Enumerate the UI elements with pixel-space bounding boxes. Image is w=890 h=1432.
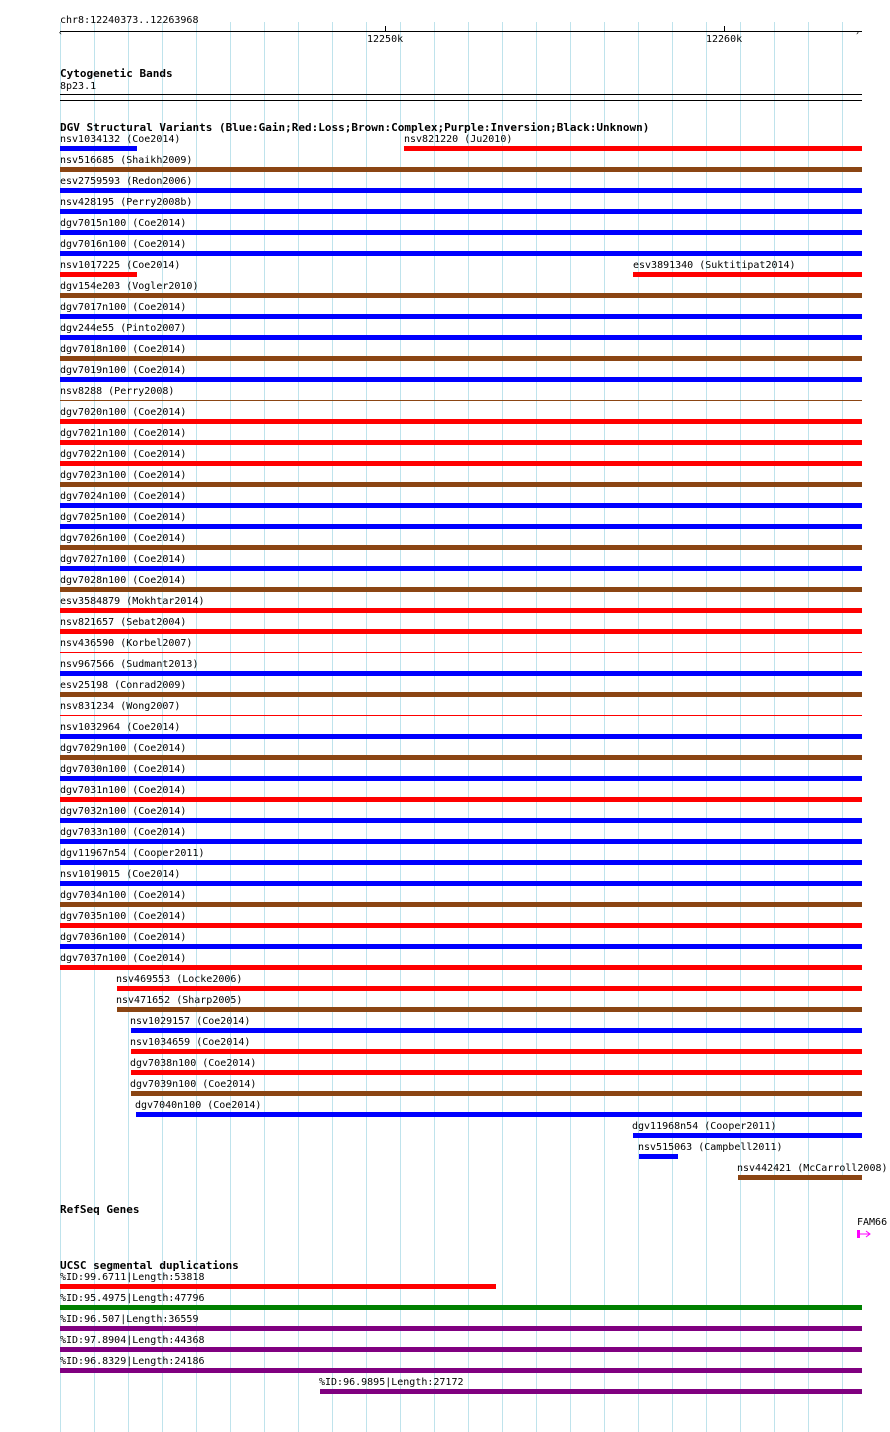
dgv-feature-label[interactable]: dgv244e55 (Pinto2007)	[60, 323, 187, 334]
dgv-feature-label[interactable]: dgv7025n100 (Coe2014)	[60, 512, 187, 523]
dgv-feature-bar[interactable]	[131, 1049, 862, 1054]
dgv-feature-label[interactable]: nsv1017225 (Coe2014)	[60, 260, 181, 271]
dgv-feature-bar[interactable]	[60, 503, 862, 508]
dgv-feature-label[interactable]: dgv7015n100 (Coe2014)	[60, 218, 187, 229]
dgv-feature-label[interactable]: dgv7027n100 (Coe2014)	[60, 554, 187, 565]
dgv-feature-bar[interactable]	[60, 400, 862, 401]
dgv-feature-bar[interactable]	[60, 818, 862, 823]
dgv-feature-label[interactable]: dgv7018n100 (Coe2014)	[60, 344, 187, 355]
dgv-feature-label[interactable]: esv3584879 (Mokhtar2014)	[60, 596, 205, 607]
segdup-feature-bar[interactable]	[60, 1368, 862, 1373]
segdup-feature-label[interactable]: %ID:96.9895|Length:27172	[319, 1377, 464, 1388]
ruler-tick-label: 12260k	[706, 34, 743, 45]
dgv-feature-bar[interactable]	[131, 1028, 862, 1033]
dgv-feature-bar[interactable]	[60, 652, 862, 653]
dgv-feature-bar[interactable]	[60, 692, 862, 697]
gene-arrow-icon[interactable]	[856, 1228, 872, 1240]
dgv-feature-label[interactable]: nsv8288 (Perry2008)	[60, 386, 175, 397]
dgv-feature-bar[interactable]	[60, 839, 862, 844]
dgv-feature-bar[interactable]	[738, 1175, 862, 1180]
dgv-feature-bar[interactable]	[60, 272, 137, 277]
ruler-tick	[724, 26, 725, 31]
dgv-feature-label[interactable]: esv3891340 (Suktitipat2014)	[633, 260, 796, 271]
dgv-feature-label[interactable]: nsv1029157 (Coe2014)	[130, 1016, 251, 1027]
dgv-feature-bar[interactable]	[60, 461, 862, 466]
track-title-segdup[interactable]: UCSC segmental duplications	[60, 1259, 239, 1272]
dgv-feature-label[interactable]: dgv7032n100 (Coe2014)	[60, 806, 187, 817]
dgv-feature-bar[interactable]	[60, 671, 862, 676]
dgv-feature-label[interactable]: nsv428195 (Perry2008b)	[60, 197, 193, 208]
dgv-feature-bar[interactable]	[60, 356, 862, 361]
dgv-feature-label[interactable]: nsv442421 (McCarroll2008)	[737, 1163, 888, 1174]
dgv-feature-label[interactable]: nsv516685 (Shaikh2009)	[60, 155, 193, 166]
dgv-feature-label[interactable]: nsv821220 (Ju2010)	[404, 134, 513, 145]
dgv-feature-label[interactable]: dgv7029n100 (Coe2014)	[60, 743, 187, 754]
dgv-feature-bar[interactable]	[60, 167, 862, 172]
dgv-feature-bar[interactable]	[60, 965, 862, 970]
dgv-feature-label[interactable]: dgv7038n100 (Coe2014)	[130, 1058, 257, 1069]
dgv-feature-bar[interactable]	[60, 230, 862, 235]
dgv-feature-label[interactable]: dgv7040n100 (Coe2014)	[135, 1100, 262, 1111]
dgv-feature-label[interactable]: dgv11967n54 (Cooper2011)	[60, 848, 205, 859]
segdup-feature-label[interactable]: %ID:99.6711|Length:53818	[60, 1272, 205, 1283]
dgv-feature-bar[interactable]	[60, 587, 862, 592]
dgv-feature-bar[interactable]	[136, 1112, 862, 1117]
dgv-feature-label[interactable]: nsv1034132 (Coe2014)	[60, 134, 181, 145]
dgv-feature-label[interactable]: dgv7024n100 (Coe2014)	[60, 491, 187, 502]
dgv-feature-label[interactable]: dgv7031n100 (Coe2014)	[60, 785, 187, 796]
dgv-feature-label[interactable]: nsv515063 (Campbell2011)	[638, 1142, 783, 1153]
dgv-feature-bar[interactable]	[60, 524, 862, 529]
dgv-feature-bar[interactable]	[60, 776, 862, 781]
dgv-feature-bar[interactable]	[60, 545, 862, 550]
dgv-feature-bar[interactable]	[633, 272, 862, 277]
ruler-tick-label: 12250k	[367, 34, 404, 45]
dgv-feature-bar[interactable]	[60, 251, 862, 256]
dgv-feature-bar[interactable]	[60, 902, 862, 907]
dgv-feature-bar[interactable]	[60, 419, 862, 424]
dgv-feature-bar[interactable]	[60, 608, 862, 613]
dgv-feature-label[interactable]: nsv831234 (Wong2007)	[60, 701, 181, 712]
dgv-feature-label[interactable]: nsv821657 (Sebat2004)	[60, 617, 187, 628]
dgv-feature-bar[interactable]	[60, 209, 862, 214]
dgv-feature-label[interactable]: dgv7033n100 (Coe2014)	[60, 827, 187, 838]
dgv-feature-bar[interactable]	[60, 923, 862, 928]
dgv-feature-label[interactable]: dgv7036n100 (Coe2014)	[60, 932, 187, 943]
dgv-feature-label[interactable]: dgv11968n54 (Cooper2011)	[632, 1121, 777, 1132]
cytoband-outline	[60, 100, 862, 101]
dgv-feature-bar[interactable]	[404, 146, 862, 151]
dgv-feature-label[interactable]: dgv7034n100 (Coe2014)	[60, 890, 187, 901]
gene-label[interactable]: FAM66	[857, 1217, 888, 1228]
segdup-feature-label[interactable]: %ID:96.8329|Length:24186	[60, 1356, 205, 1367]
dgv-feature-bar[interactable]	[60, 715, 862, 716]
segdup-feature-bar[interactable]	[60, 1284, 496, 1289]
dgv-feature-label[interactable]: dgv7019n100 (Coe2014)	[60, 365, 187, 376]
dgv-feature-bar[interactable]	[117, 1007, 862, 1012]
dgv-feature-bar[interactable]	[60, 146, 137, 151]
position-label: chr8:12240373..12263968	[60, 15, 199, 26]
dgv-feature-label[interactable]: esv2759593 (Redon2006)	[60, 176, 193, 187]
dgv-feature-label[interactable]: nsv469553 (Locke2006)	[116, 974, 243, 985]
dgv-feature-bar[interactable]	[60, 377, 862, 382]
dgv-feature-label[interactable]: nsv967566 (Sudmant2013)	[60, 659, 199, 670]
track-title-cytobands[interactable]: Cytogenetic Bands	[60, 67, 173, 80]
dgv-feature-label[interactable]: nsv1032964 (Coe2014)	[60, 722, 181, 733]
dgv-feature-bar[interactable]	[60, 188, 862, 193]
track-title-refseq[interactable]: RefSeq Genes	[60, 1203, 140, 1216]
segdup-feature-bar[interactable]	[60, 1305, 862, 1310]
dgv-feature-label[interactable]: nsv471652 (Sharp2005)	[116, 995, 243, 1006]
ruler-axis	[60, 31, 862, 32]
dgv-feature-bar[interactable]	[60, 293, 862, 298]
dgv-feature-bar[interactable]	[60, 734, 862, 739]
cytoband-label: 8p23.1	[60, 81, 97, 92]
dgv-feature-bar[interactable]	[60, 566, 862, 571]
ruler-tick	[385, 26, 386, 31]
ruler-right-arrow: ›	[855, 28, 860, 37]
dgv-feature-label[interactable]: dgv7035n100 (Coe2014)	[60, 911, 187, 922]
dgv-feature-label[interactable]: dgv7021n100 (Coe2014)	[60, 428, 187, 439]
dgv-feature-bar[interactable]	[633, 1133, 862, 1138]
dgv-feature-bar[interactable]	[60, 860, 862, 865]
dgv-feature-label[interactable]: dgv7039n100 (Coe2014)	[130, 1079, 257, 1090]
dgv-feature-label[interactable]: dgv7020n100 (Coe2014)	[60, 407, 187, 418]
dgv-feature-bar[interactable]	[60, 629, 862, 634]
ruler-left-arrow: ‹	[58, 28, 63, 37]
dgv-feature-label[interactable]: nsv436590 (Korbel2007)	[60, 638, 193, 649]
dgv-feature-label[interactable]: nsv1034659 (Coe2014)	[130, 1037, 251, 1048]
dgv-feature-label[interactable]: dgv7017n100 (Coe2014)	[60, 302, 187, 313]
dgv-feature-label[interactable]: dgv7037n100 (Coe2014)	[60, 953, 187, 964]
dgv-feature-bar[interactable]	[60, 755, 862, 760]
dgv-feature-bar[interactable]	[60, 944, 862, 949]
segdup-feature-label[interactable]: %ID:97.8904|Length:44368	[60, 1335, 205, 1346]
dgv-feature-label[interactable]: dgv7028n100 (Coe2014)	[60, 575, 187, 586]
segdup-feature-label[interactable]: %ID:96.507|Length:36559	[60, 1314, 199, 1325]
dgv-feature-label[interactable]: dgv7016n100 (Coe2014)	[60, 239, 187, 250]
dgv-feature-label[interactable]: esv25198 (Conrad2009)	[60, 680, 187, 691]
dgv-feature-bar[interactable]	[131, 1091, 862, 1096]
segdup-feature-bar[interactable]	[60, 1347, 862, 1352]
dgv-feature-bar[interactable]	[131, 1070, 862, 1075]
dgv-feature-label[interactable]: dgv7030n100 (Coe2014)	[60, 764, 187, 775]
segdup-feature-label[interactable]: %ID:95.4975|Length:47796	[60, 1293, 205, 1304]
dgv-feature-label[interactable]: nsv1019015 (Coe2014)	[60, 869, 181, 880]
track-title-dgv[interactable]: DGV Structural Variants (Blue:Gain;Red:Loss;Brown:Complex;Purple:Inversion;Black:Unknown)	[60, 121, 650, 134]
dgv-feature-bar[interactable]	[60, 881, 862, 886]
dgv-feature-bar[interactable]	[117, 986, 862, 991]
dgv-feature-bar[interactable]	[60, 797, 862, 802]
dgv-feature-bar[interactable]	[60, 335, 862, 340]
dgv-feature-bar[interactable]	[60, 440, 862, 445]
dgv-feature-label[interactable]: dgv7022n100 (Coe2014)	[60, 449, 187, 460]
dgv-feature-bar[interactable]	[60, 482, 862, 487]
dgv-feature-label[interactable]: dgv7026n100 (Coe2014)	[60, 533, 187, 544]
dgv-feature-label[interactable]: dgv7023n100 (Coe2014)	[60, 470, 187, 481]
dgv-feature-bar[interactable]	[60, 314, 862, 319]
dgv-feature-bar[interactable]	[639, 1154, 678, 1159]
segdup-feature-bar[interactable]	[320, 1389, 862, 1394]
dgv-feature-label[interactable]: dgv154e203 (Vogler2010)	[60, 281, 199, 292]
segdup-feature-bar[interactable]	[60, 1326, 862, 1331]
cytoband-bar[interactable]	[60, 94, 862, 95]
